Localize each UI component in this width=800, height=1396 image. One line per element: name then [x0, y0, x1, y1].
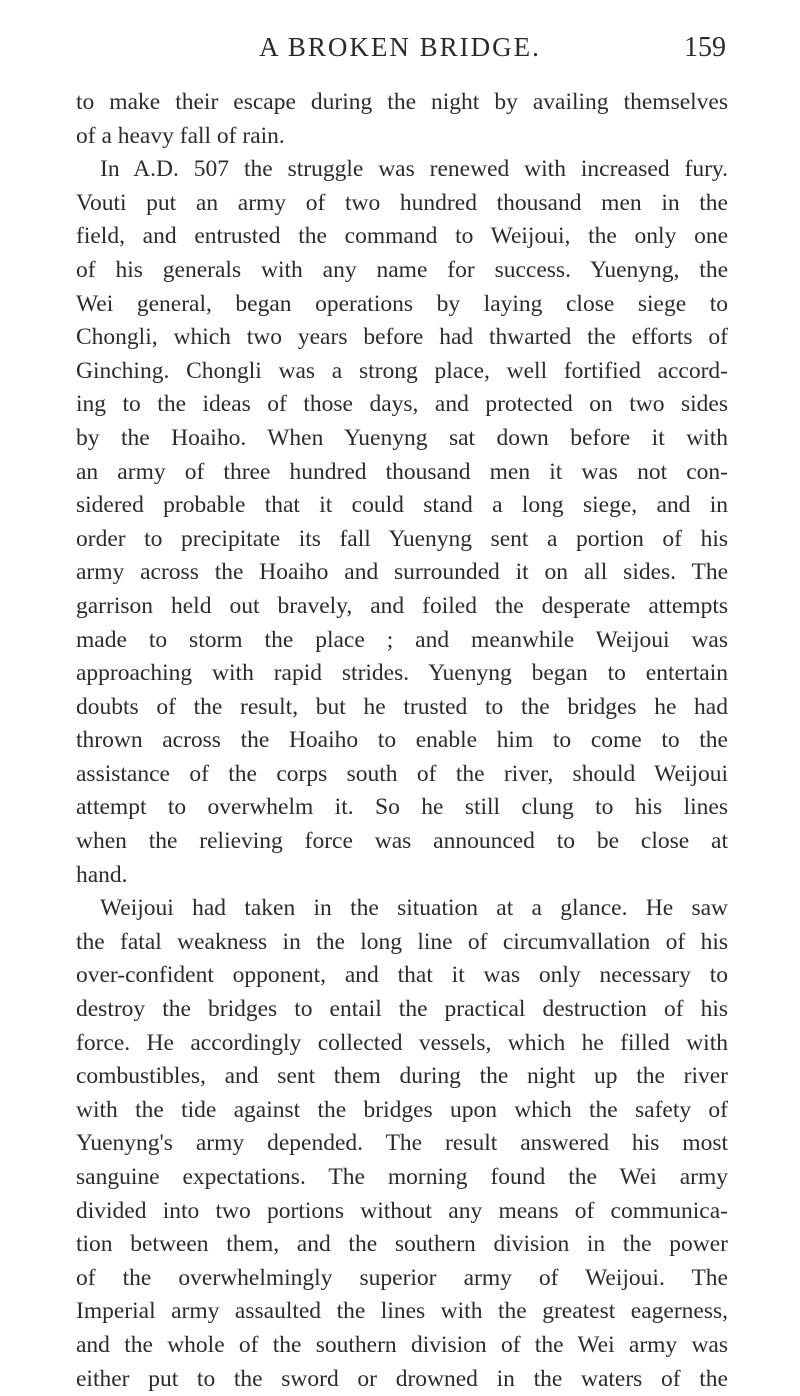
text-line: attempt to overwhelm it. So he still clung to his lines: [76, 794, 728, 821]
text-line: an army of three hundred thousand men it was not con-: [76, 458, 728, 485]
text-line: combustibles, and sent them during the night up the river: [76, 1063, 728, 1090]
text-line: Ginching. Chongli was a strong place, well fortified accord-: [76, 357, 728, 384]
text-line: divided into two portions without any means of communica-: [76, 1197, 728, 1224]
text-line: over-confident opponent, and that it was only necessary to: [76, 962, 728, 989]
text-line: Yuenyng's army depended. The result answered his most: [76, 1130, 728, 1157]
text-line: sanguine expectations. The morning found the Wei army: [76, 1164, 728, 1190]
text-line: army across the Hoaiho and surrounded it on all sides. The: [76, 559, 728, 586]
text-line: hand.: [76, 861, 128, 888]
text-line: of a heavy fall of rain.: [76, 122, 285, 149]
text-line: assistance of the corps south of the river, should Weijoui: [76, 760, 728, 787]
text-line: doubts of the result, but he trusted to the bridges he had: [76, 693, 728, 720]
text-line: of his generals with any name for success. Yuenyng, the: [76, 256, 728, 283]
page-number: 159: [684, 32, 726, 63]
text-line: and the whole of the southern division of the Wei army was: [76, 1331, 728, 1358]
text-line: field, and entrusted the command to Weijoui, the only one: [76, 223, 728, 250]
text-line: of the overwhelmingly superior army of Weijoui. The: [76, 1264, 728, 1291]
running-title: A BROKEN BRIDGE.: [259, 32, 541, 62]
text-line: to make their escape during the night by availing themselves: [76, 89, 728, 115]
text-line: destroy the bridges to entail the practical destruction of his: [76, 996, 728, 1023]
text-line: either put to the sword or drowned in the waters of the: [76, 1365, 728, 1392]
text-line: Weijoui had taken in the situation at a glance. He saw: [100, 895, 728, 922]
text-line: ing to the ideas of those days, and protected on two sides: [76, 391, 728, 418]
text-line: Imperial army assaulted the lines with the greatest eagerness,: [76, 1298, 728, 1325]
text-line: thrown across the Hoaiho to enable him to come to the: [76, 727, 728, 754]
text-line: In A.D. 507 the struggle was renewed with increased fury.: [100, 156, 728, 183]
text-line: when the relieving force was announced to be close at: [76, 828, 728, 855]
text-line: tion between them, and the southern division in the power: [76, 1231, 728, 1258]
text-line: with the tide against the bridges upon which the safety of: [76, 1096, 728, 1123]
body-text: [76, 86, 728, 1396]
text-line: by the Hoaiho. When Yuenyng sat down before it with: [76, 424, 728, 451]
text-line: order to precipitate its fall Yuenyng sent a portion of his: [76, 525, 728, 552]
text-line: approaching with rapid strides. Yuenyng began to entertain: [76, 660, 728, 687]
text-line: made to storm the place ; and meanwhile Weijoui was: [76, 626, 728, 653]
text-line: Wei general, began operations by laying close siege to: [76, 290, 728, 317]
running-head: [74, 28, 726, 68]
text-line: force. He accordingly collected vessels, which he filled with: [76, 1029, 728, 1056]
text-line: Vouti put an army of two hundred thousand men in the: [76, 189, 728, 216]
text-line: Chongli, which two years before had thwarted the efforts of: [76, 324, 728, 351]
text-line: garrison held out bravely, and foiled the desperate attempts: [76, 592, 728, 619]
text-line: the fatal weakness in the long line of circumvallation of his: [76, 928, 728, 955]
text-line: sidered probable that it could stand a long siege, and in: [76, 492, 728, 519]
